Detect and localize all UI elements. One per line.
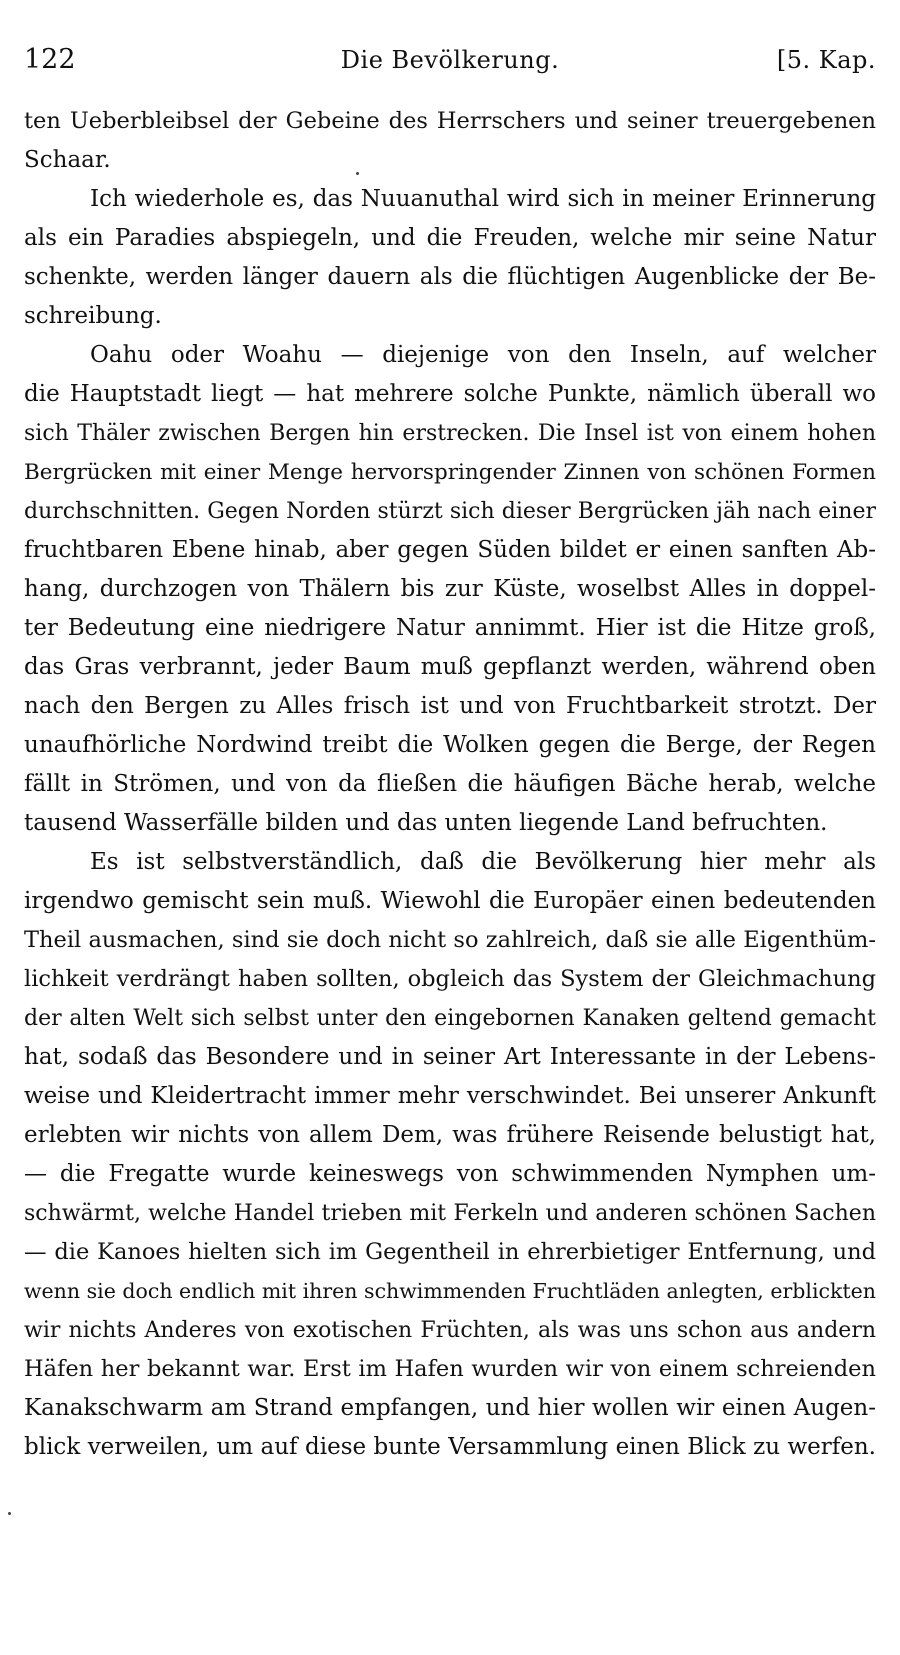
text-line: fällt in Strömen, und von da fließen die häufigen Bäche herab, welche [24, 771, 876, 797]
text-line: unaufhörliche Nordwind treibt die Wolken gegen die Berge, der Regen [24, 732, 876, 758]
text-line: Kanakschwarm am Strand empfangen, und hier wollen wir einen Augen- [24, 1395, 876, 1421]
text-line: erlebten wir nichts von allem Dem, was frühere Reisende belustigt hat, [24, 1122, 876, 1148]
text-line: schwärmt, welche Handel trieben mit Ferkeln und anderen schönen Sachen [24, 1201, 876, 1226]
print-speck [356, 172, 359, 175]
text-line: sich Thäler zwischen Bergen hin erstrecken. Die Insel ist von einem hohen [24, 421, 876, 446]
text-line: Ich wiederhole es, das Nuuanuthal wird sich in meiner Erinnerung [90, 186, 876, 212]
text-line: schenkte, werden länger dauern als die flüchtigen Augenblicke der Be- [24, 264, 876, 290]
text-line: — die Kanoes hielten sich im Gegentheil in ehrerbietiger Entfernung, und [24, 1239, 876, 1265]
text-line: lichkeit verdrängt haben sollten, obgleich das System der Gleichmachung [24, 966, 876, 992]
text-line: blick verweilen, um auf diese bunte Versammlung einen Blick zu werfen. [24, 1434, 876, 1460]
text-line: die Hauptstadt liegt — hat mehrere solche Punkte, nämlich überall wo [24, 381, 876, 407]
text-line: — die Fregatte wurde keineswegs von schwimmenden Nymphen um- [24, 1161, 876, 1187]
text-line: Theil ausmachen, sind sie doch nicht so zahlreich, daß sie alle Eigenthüm- [24, 927, 876, 953]
running-title: Die Bevölkerung. [340, 46, 560, 74]
text-line: nach den Bergen zu Alles frisch ist und von Fruchtbarkeit strotzt. Der [24, 693, 876, 719]
text-line: Bergrücken mit einer Menge hervorspringender Zinnen von schönen Formen [24, 460, 876, 485]
text-line: Es ist selbstverständlich, daß die Bevölkerung hier mehr als [90, 849, 876, 875]
text-line: ten Ueberbleibsel der Gebeine des Herrschers und seiner treuergebenen [24, 108, 876, 134]
text-line: Schaar. [24, 147, 111, 173]
text-line: Häfen her bekannt war. Erst im Hafen wurden wir von einem schreienden [24, 1356, 876, 1382]
text-line: schreibung. [24, 303, 162, 329]
text-line: weise und Kleidertracht immer mehr verschwindet. Bei unserer Ankunft [24, 1083, 876, 1109]
text-line: irgendwo gemischt sein muß. Wiewohl die Europäer einen bedeutenden [24, 888, 876, 914]
text-line: als ein Paradies abspiegeln, und die Freuden, welche mir seine Natur [24, 225, 876, 251]
text-line: der alten Welt sich selbst unter den eingebornen Kanaken geltend gemacht [24, 1006, 876, 1031]
text-line: ter Bedeutung eine niedrigere Natur annimmt. Hier ist die Hitze groß, [24, 615, 876, 641]
print-speck [8, 1512, 11, 1515]
page-header [24, 44, 876, 84]
chapter-reference: [5. Kap. [776, 46, 876, 74]
text-line: durchschnitten. Gegen Norden stürzt sich dieser Bergrücken jäh nach einer [24, 499, 876, 524]
text-line: das Gras verbrannt, jeder Baum muß gepflanzt werden, während oben [24, 654, 876, 680]
text-line: tausend Wasserfälle bilden und das unten liegende Land befruchten. [24, 810, 828, 836]
text-line: hat, sodaß das Besondere und in seiner Art Interessante in der Lebens- [24, 1044, 876, 1070]
text-line: wenn sie doch endlich mit ihren schwimmenden Fruchtläden anlegten, erblickten [24, 1279, 876, 1303]
text-line: Oahu oder Woahu — diejenige von den Inseln, auf welcher [90, 342, 876, 368]
text-line: hang, durchzogen von Thälern bis zur Küste, woselbst Alles in doppel- [24, 576, 876, 602]
body-text [24, 102, 876, 1467]
text-line: fruchtbaren Ebene hinab, aber gegen Süden bildet er einen sanften Ab- [24, 537, 876, 563]
page-number: 122 [24, 44, 76, 75]
text-line: wir nichts Anderes von exotischen Früchten, als was uns schon aus andern [24, 1318, 876, 1343]
